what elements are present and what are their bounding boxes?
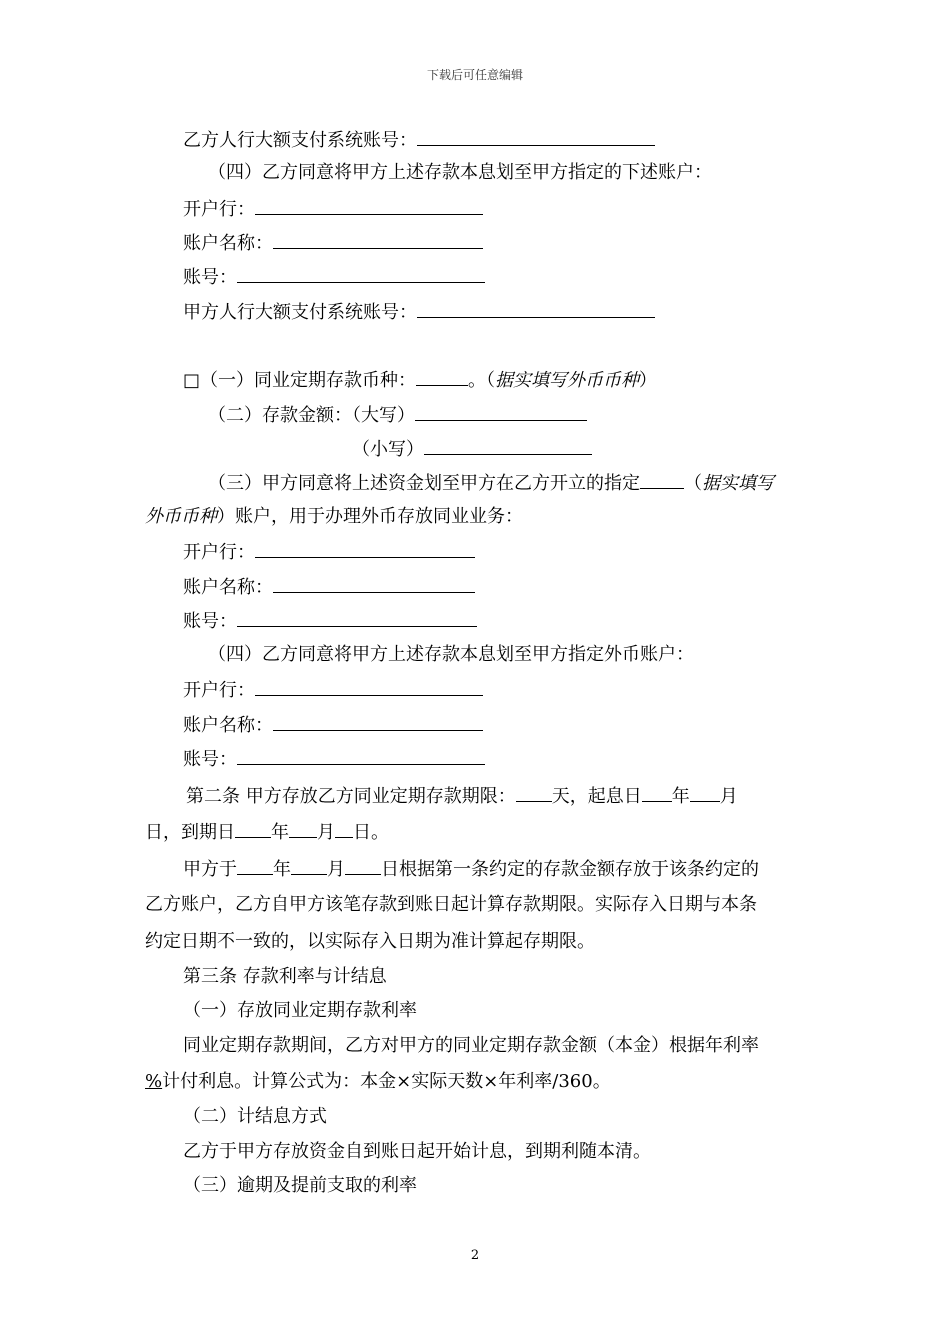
field-label: （二）存款金额：（大写） xyxy=(208,405,415,426)
field-label: 账户名称： xyxy=(183,715,273,736)
text-line xyxy=(186,784,738,808)
fill-blank xyxy=(642,784,672,802)
instruction-note: 外币币种 xyxy=(145,506,217,527)
fill-blank xyxy=(237,747,485,765)
fill-blank xyxy=(335,820,353,838)
text-line xyxy=(145,1071,611,1093)
text-line xyxy=(183,368,657,392)
instruction-note: 据实填写外币币种 xyxy=(495,370,640,391)
text-fragment: 第二条 甲方存放乙方同业定期存款期限： xyxy=(186,786,516,807)
fill-blank xyxy=(289,820,317,838)
field-label: 开户行： xyxy=(183,680,255,701)
text-line xyxy=(183,575,475,599)
fill-blank xyxy=(273,231,483,249)
fill-blank xyxy=(291,857,327,875)
text-fragment: （ xyxy=(684,473,702,494)
text-line xyxy=(145,506,523,528)
text-line: （四）乙方同意将甲方上述存款本息划至甲方指定的下述账户： xyxy=(208,162,712,183)
text-line xyxy=(183,128,655,152)
text-line xyxy=(183,678,483,702)
field-label: （小写） xyxy=(352,439,424,460)
subsection-heading: （一）存放同业定期存款利率 xyxy=(183,1000,417,1021)
text-line: （四）乙方同意将甲方上述存款本息划至甲方指定外币账户： xyxy=(208,644,694,665)
fill-blank xyxy=(273,713,483,731)
text-fragment: （三）甲方同意将上述资金划至甲方在乙方开立的指定 xyxy=(208,473,640,494)
field-label: 开户行： xyxy=(183,542,255,563)
fill-blank xyxy=(516,784,552,802)
fill-blank xyxy=(255,197,483,215)
text-fragment: 月 xyxy=(719,786,738,807)
text-line xyxy=(183,540,475,564)
text-fragment: 天，起息日 xyxy=(551,786,642,807)
page-header: 下载后可任意编辑 xyxy=(426,68,523,82)
text-line: 乙方账户，乙方自甲方该笔存款到账日起计算存款期限。实际存入日期与本条 xyxy=(145,894,757,915)
text-line xyxy=(183,300,655,324)
fill-blank xyxy=(255,678,483,696)
field-label: 开户行： xyxy=(183,199,255,220)
text-line xyxy=(208,471,774,495)
text-line: 约定日期不一致的，以实际存入日期为准计算起存期限。 xyxy=(145,931,595,952)
text-fragment: 日。 xyxy=(353,822,389,843)
fill-blank xyxy=(255,540,475,558)
instruction-note: 据实填写 xyxy=(702,473,774,494)
text-fragment: 月 xyxy=(327,859,345,880)
text-line xyxy=(183,609,477,633)
text-fragment: 年 xyxy=(671,786,690,807)
text-line xyxy=(208,403,587,427)
field-label: 账号： xyxy=(183,749,237,770)
fill-blank xyxy=(690,784,720,802)
rate-blank: % xyxy=(145,1071,163,1092)
section-heading: 第三条 存款利率与计结息 xyxy=(183,966,387,987)
fill-blank xyxy=(273,575,475,593)
page-number: 2 xyxy=(470,1248,480,1263)
text-line xyxy=(183,265,485,289)
field-label: 账号： xyxy=(183,267,237,288)
fill-blank xyxy=(424,437,592,455)
text-fragment: 。（ xyxy=(468,370,496,391)
text-fragment: 年 xyxy=(271,822,289,843)
fill-blank xyxy=(235,820,271,838)
fill-blank xyxy=(416,368,468,386)
fill-blank xyxy=(237,265,485,283)
field-label: 账户名称： xyxy=(183,577,273,598)
field-label: 账户名称： xyxy=(183,233,273,254)
text-fragment: 月 xyxy=(317,822,335,843)
text-line: 同业定期存款期间，乙方对甲方的同业定期存款金额（本金）根据年利率 xyxy=(183,1035,759,1056)
fill-blank xyxy=(640,471,684,489)
fill-blank xyxy=(345,857,381,875)
fill-blank xyxy=(237,857,273,875)
field-label: 甲方人行大额支付系统账号： xyxy=(183,302,417,323)
text-line xyxy=(183,713,483,737)
text-fragment: 计付利息。计算公式为：本金×实际天数×年利率/360。 xyxy=(162,1071,611,1092)
fill-blank xyxy=(415,403,587,421)
field-label: 账号： xyxy=(183,611,237,632)
fill-blank xyxy=(417,300,655,318)
text-line xyxy=(352,437,592,461)
fill-blank xyxy=(417,128,655,146)
text-line xyxy=(183,197,483,221)
subsection-heading: （二）计结息方式 xyxy=(183,1106,327,1127)
text-line xyxy=(183,857,759,881)
fill-blank xyxy=(237,609,477,627)
text-fragment: 日根据第一条约定的存款金额存放于该条约定的 xyxy=(381,859,759,880)
text-line: 乙方于甲方存放资金自到账日起开始计息，到期利随本清。 xyxy=(183,1141,651,1162)
field-label: 乙方人行大额支付系统账号： xyxy=(183,130,417,151)
subsection-heading: （三）逾期及提前支取的利率 xyxy=(183,1175,417,1196)
currency-label: □（一）同业定期存款币种： xyxy=(183,370,417,391)
text-line xyxy=(145,820,389,844)
text-fragment: 甲方于 xyxy=(183,859,237,880)
text-line xyxy=(183,231,483,255)
text-fragment: ） xyxy=(639,370,658,391)
text-fragment: ）账户，用于办理外币存放同业业务： xyxy=(217,506,523,527)
text-fragment: 日，到期日 xyxy=(145,822,235,843)
text-line xyxy=(183,747,485,771)
text-fragment: 年 xyxy=(273,859,291,880)
